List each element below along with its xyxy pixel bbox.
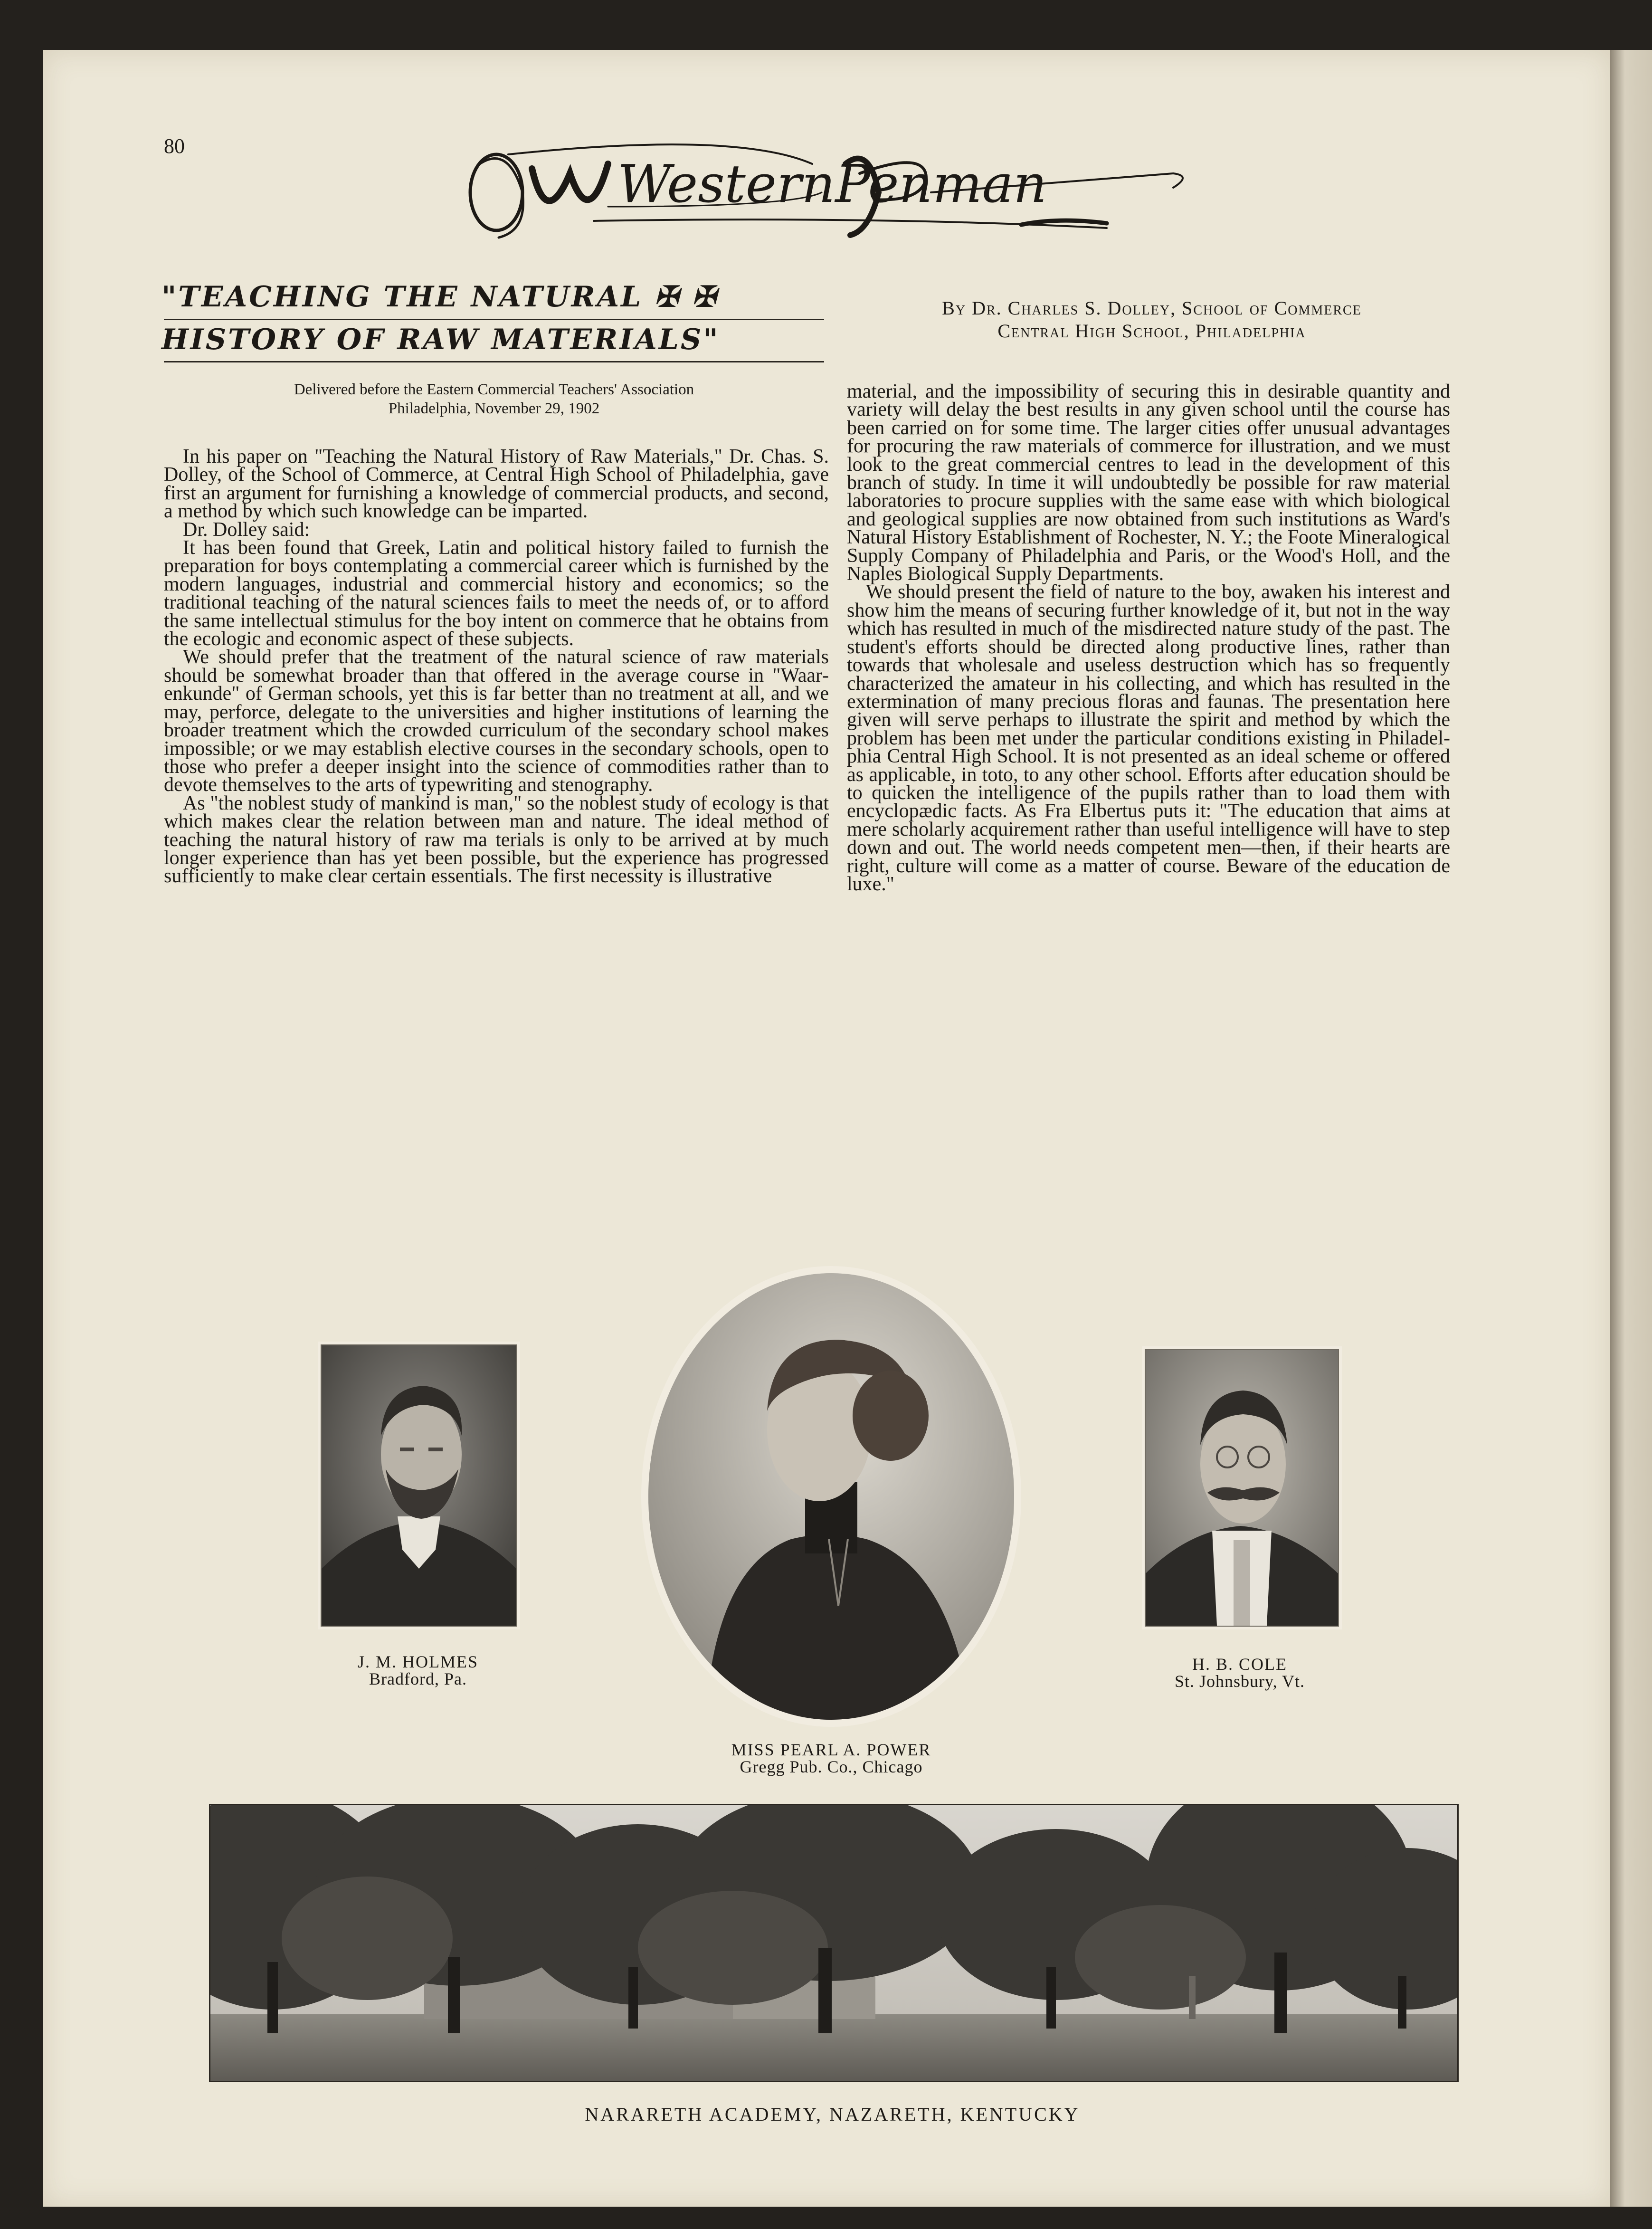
portrait-photo-power — [648, 1273, 1014, 1720]
article-title — [161, 276, 822, 361]
masthead-logo — [451, 135, 1192, 257]
masthead-title: WesternPenman — [617, 153, 1047, 214]
panorama-photo — [209, 1804, 1459, 2082]
portrait-name: MISS PEARL A. POWER — [731, 1740, 931, 1759]
byline-school: Central High School, Philadelphia — [997, 320, 1306, 342]
byline-author: By Dr. Charles S. Dolley, School of Commerce — [942, 297, 1362, 319]
portrait-photo-cole — [1145, 1349, 1339, 1627]
portrait-place: St. Johnsbury, Vt. — [1174, 1672, 1305, 1691]
paragraph: We should present the field of nature to the boy, awaken his interest and show him the means of securing further knowledge of it, but not in the way which has resulted in much of the misdirected nature study of the past. The student's efforts should be directed along productive lines, rather than towards that wholesale and useless destruction which has so frequently characterized the amateur in his collecting, and which has resulted in the extermination of many precious floras and faunas. The presentation here given will serve perhaps to illustrate the spirit and method by which the problem has been met under the particular conditions existing in Philadelphia Central High School. It is not presented as an ideal scheme or offered as applicable, in toto, to any other school. Efforts after education should be to quicken the intelligence of the pupils rather than to load them with encyclopædic facts. As Fra Elbertus puts it: "The education that aims at mere scholarly acquirement rather than useful intelligence will have to step down and out. The world needs competent men—then, if their hearts are right, culture will come as a matter of course. Beware of the education de luxe." — [847, 581, 1450, 895]
portrait-photo-holmes — [321, 1344, 517, 1627]
article-byline — [848, 297, 1456, 343]
article-left-column — [164, 448, 829, 886]
article-title-line-2: HISTORY OF RAW MATERIALS" — [161, 323, 720, 356]
subtitle-date: Philadelphia, November 29, 1902 — [388, 400, 600, 417]
paragraph: We should prefer that the treatment of the natural science of raw materials should be somewhat broader than that offered in the average course in "Waarenkunde" of German schools, yet this is far better than no treatment at all, and we may, perforce, delegate to the universities and higher institutions of learning the broader treatment which the crowded curriculum of the secondary school makes impossible; or we may establish elective courses in the secondary schools, open to those who prefer a deeper insight into the science of commodities rather than to devote themselves to the arts of typewriting and stenography. — [164, 646, 829, 796]
book-gutter — [1610, 50, 1652, 2207]
panorama-caption: NARARETH ACADEMY, NAZARETH, KENTUCKY — [585, 2104, 1080, 2125]
portrait-name: J. M. HOLMES — [357, 1652, 479, 1671]
article-title-line-1: "TEACHING THE NATURAL ✠ ✠ — [161, 280, 718, 314]
portrait-name: H. B. COLE — [1192, 1655, 1287, 1674]
title-rule-bottom — [164, 361, 824, 362]
page-number: 80 — [164, 134, 185, 158]
article-subtitle — [164, 380, 824, 418]
portrait-place: Bradford, Pa. — [369, 1669, 467, 1688]
paragraph: In his paper on "Teaching the Natural History of Raw Materials," Dr. Chas. S. Dolley, of the School of Commerce, at Central High School of Philadelphia, gave first an argument for furnishing a knowledge of commercial products, and second, a method by which such knowledge can be imparted. — [164, 446, 829, 523]
caption-holmes — [275, 1653, 560, 1687]
article-right-column — [847, 382, 1450, 893]
paragraph: As "the noblest study of mankind is man," so the noblest study of ecology is that which makes clear the relation between man and nature. The ideal method of teaching the natural history of raw ma terials is only to be arrived at by much longer experience than has yet been possible, but the experience has progressed sufficiently to make clear certain essentials. The first necessity is illustrative — [164, 792, 829, 887]
paragraph: It has been found that Greek, Latin and political history failed to furnish the preparation for boys contemplating a commercial career which is furnished by the modern languages, industrial and commercial history and economics; so the traditional teaching of the natural sciences fails to meet the needs of, or to afford the same intellectual stimulus for the boy intent on commerce that he obtains from the ecologic and economic aspect of these subjects. — [164, 537, 829, 650]
paragraph: material, and the impossibility of securing this in desirable quantity and variety will delay the best results in any given school until the course has been carried on for some time. The larger cities offer unusual advantages for procuring the raw materials of commerce for illustration, and we must look to the great commercial centres to lead in the development of this branch of study. In time it will undoubtedly be possible for raw material laboratories to procure supplies with the same ease with which biological and geological supplies are now obtained from such institutions as Ward's Natural History Establishment of Rochester, N. Y.; the Foote Mineralogical Supply Company of Philadelphia and Paris, or the Wood's Holl, and the Naples Biological Supply Departments. — [847, 381, 1450, 585]
paragraph: Dr. Dolley said: — [183, 518, 310, 541]
caption-power — [651, 1741, 1012, 1775]
subtitle-occasion: Delivered before the Eastern Commercial Teachers' Association — [294, 381, 694, 398]
title-rule-top — [164, 319, 824, 320]
portrait-place: Gregg Pub. Co., Chicago — [740, 1757, 923, 1776]
caption-cole — [1097, 1656, 1382, 1690]
